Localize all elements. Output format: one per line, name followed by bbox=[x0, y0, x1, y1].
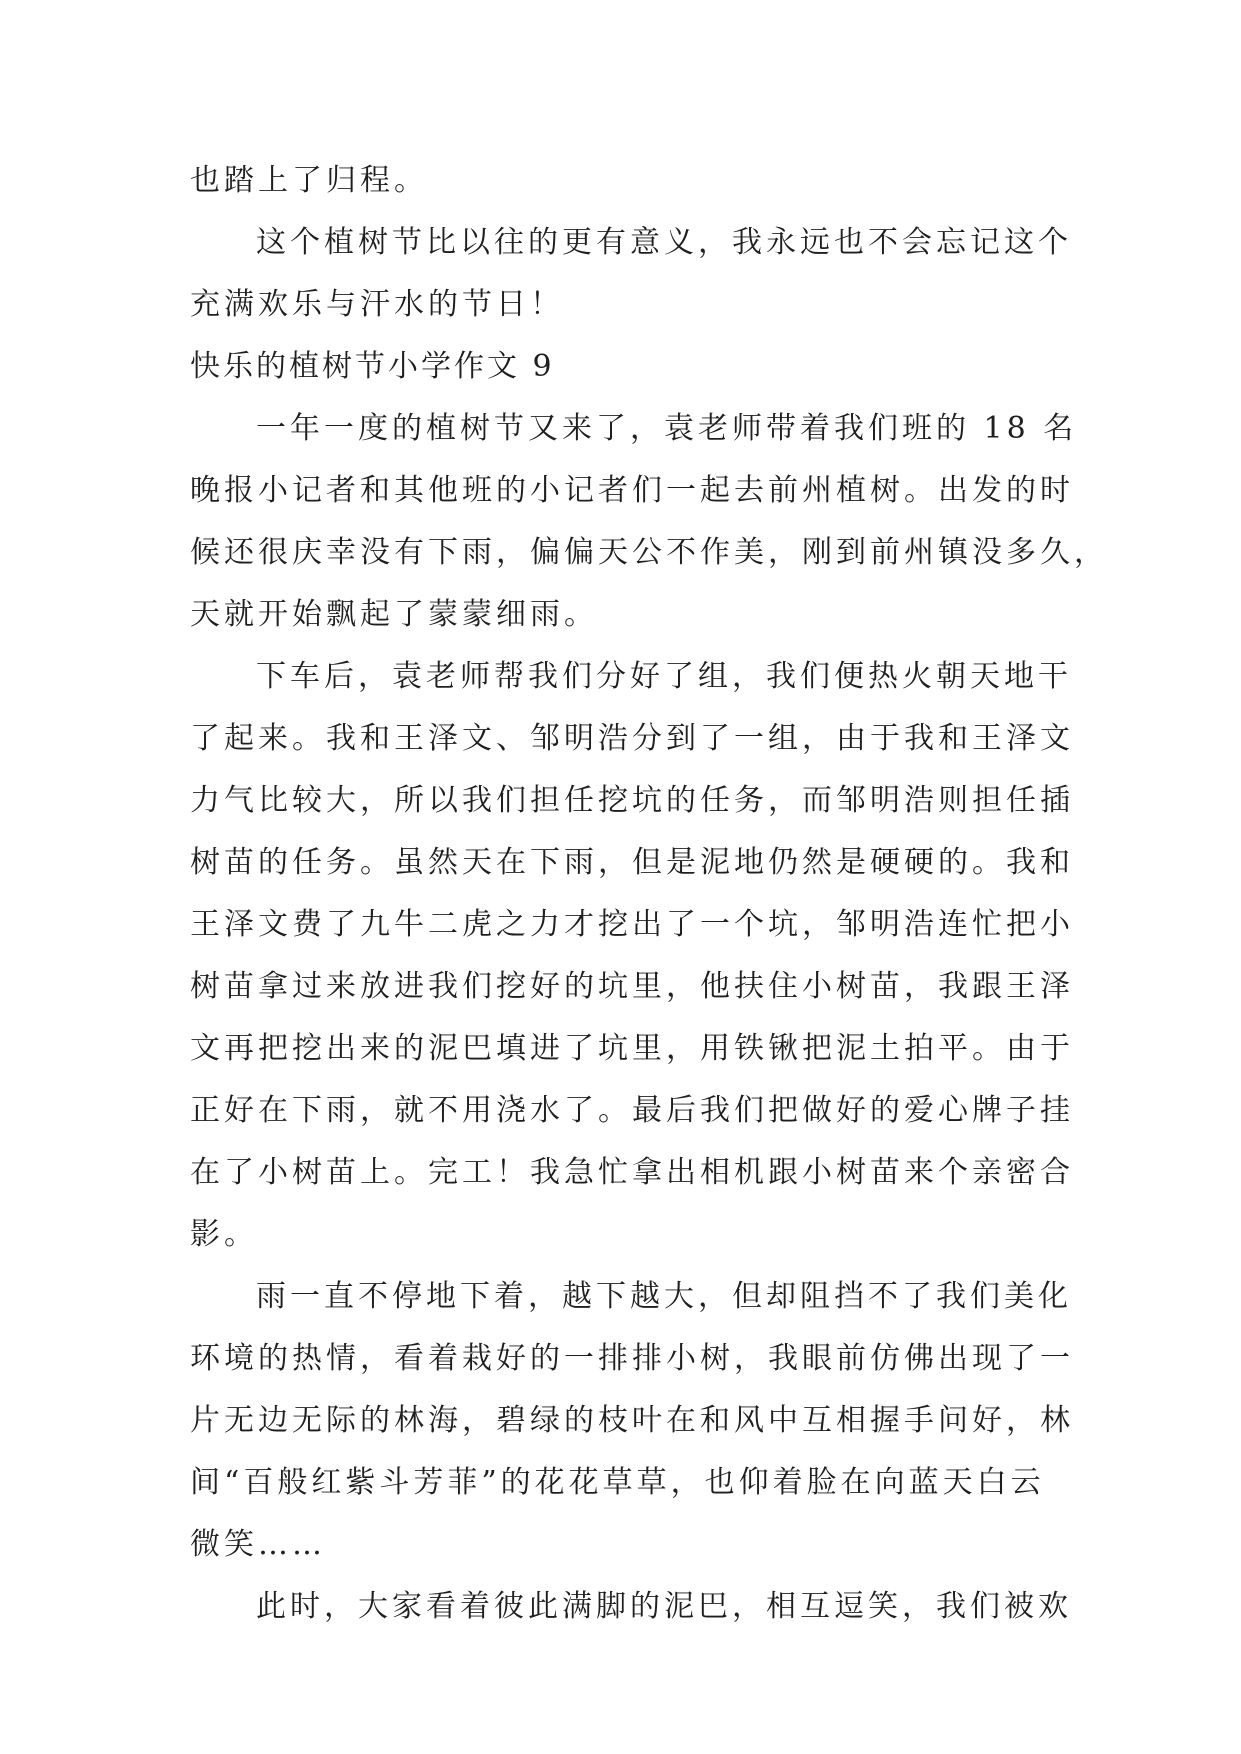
text-line: 在了小树苗上。完工！我急忙拿出相机跟小树苗来个亲密合 bbox=[190, 1155, 1074, 1190]
paragraph-start-line: 此时，大家看着彼此满脚的泥巴，相互逗笑，我们被欢 bbox=[256, 1589, 1072, 1624]
text-line: 候还很庆幸没有下雨，偏偏天公不作美，刚到前州镇没多久， bbox=[190, 535, 1108, 570]
text-line: 王泽文费了九牛二虎之力才挖出了一个坑，邹明浩连忙把小 bbox=[190, 907, 1074, 942]
essay-title: 快乐的植树节小学作文 9 bbox=[190, 349, 555, 384]
text-line: 力气比较大，所以我们担任挖坑的任务，而邹明浩则担任插 bbox=[190, 783, 1074, 818]
essay-body bbox=[190, 150, 1108, 1638]
text-line: 影。 bbox=[190, 1217, 258, 1252]
text-line: 晚报小记者和其他班的小记者们一起去前州植树。出发的时 bbox=[190, 473, 1074, 508]
text-line: 正好在下雨，就不用浇水了。最后我们把做好的爱心牌子挂 bbox=[190, 1093, 1074, 1128]
text-line: 充满欢乐与汗水的节日！ bbox=[190, 287, 564, 322]
text-line: 天就开始飘起了蒙蒙细雨。 bbox=[190, 597, 598, 632]
paragraph-start-line: 雨一直不停地下着，越下越大，但却阻挡不了我们美化 bbox=[256, 1279, 1072, 1314]
text-line: 间“百般红紫斗芳菲”的花花草草，也仰着脸在向蓝天白云 bbox=[190, 1465, 1045, 1500]
text-line: 微笑…… bbox=[190, 1527, 326, 1562]
paragraph-start-line: 一年一度的植树节又来了，袁老师带着我们班的 18 名 bbox=[256, 411, 1078, 446]
paragraph-start-line: 这个植树节比以往的更有意义，我永远也不会忘记这个 bbox=[256, 225, 1072, 260]
text-line: 文再把挖出来的泥巴填进了坑里，用铁锹把泥土拍平。由于 bbox=[190, 1031, 1074, 1066]
text-line: 树苗拿过来放进我们挖好的坑里，他扶住小树苗，我跟王泽 bbox=[190, 969, 1074, 1004]
text-line: 树苗的任务。虽然天在下雨，但是泥地仍然是硬硬的。我和 bbox=[190, 845, 1074, 880]
paragraph-start-line: 下车后，袁老师帮我们分好了组，我们便热火朝天地干 bbox=[256, 659, 1072, 694]
text-line: 环境的热情，看着栽好的一排排小树，我眼前仿佛出现了一 bbox=[190, 1341, 1074, 1376]
text-line: 了起来。我和王泽文、邹明浩分到了一组，由于我和王泽文 bbox=[190, 721, 1074, 756]
text-line: 也踏上了归程。 bbox=[190, 163, 428, 198]
text-line: 片无边无际的林海，碧绿的枝叶在和风中互相握手问好，林 bbox=[190, 1403, 1074, 1438]
